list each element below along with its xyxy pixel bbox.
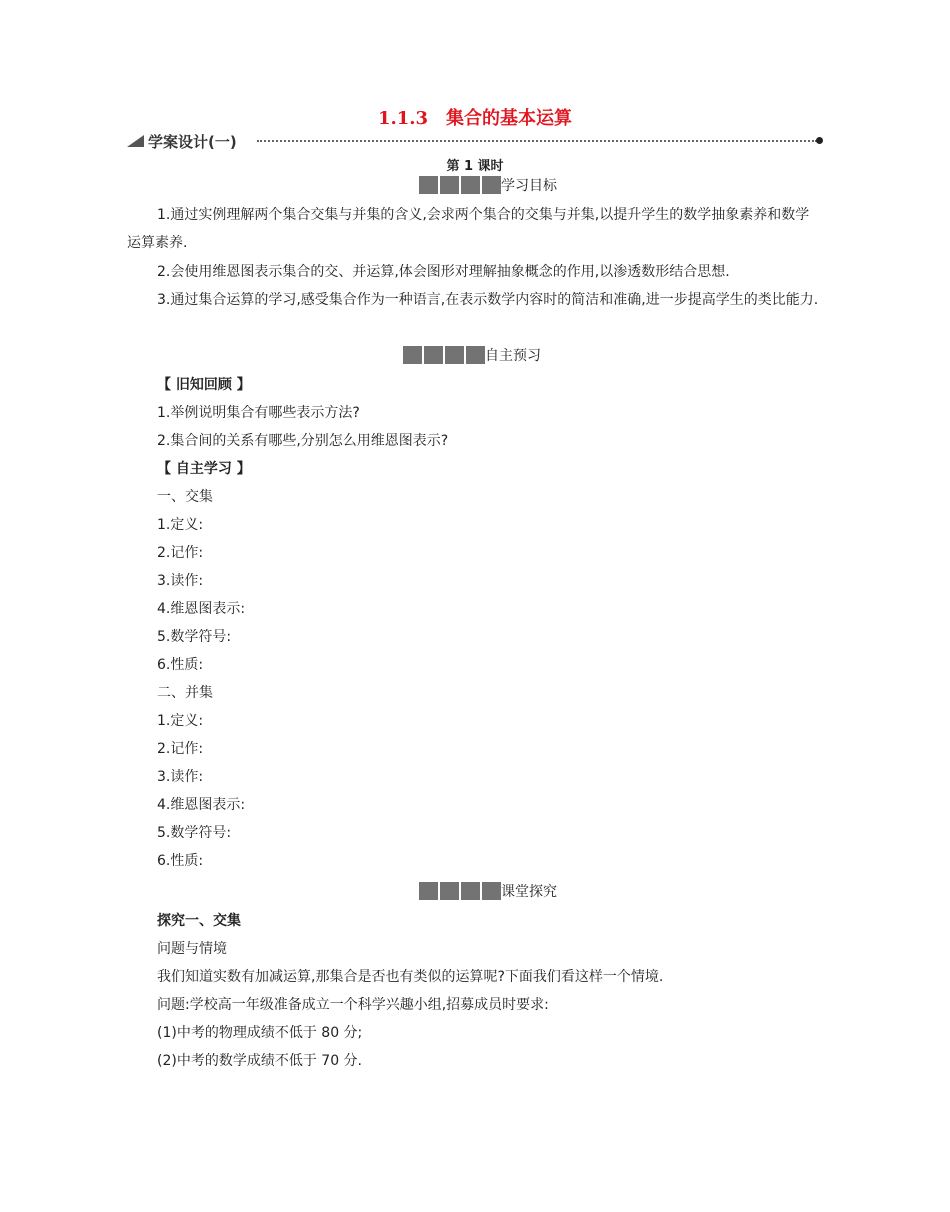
union-item: 4.维恩图表示: [157, 797, 246, 813]
objective-3: 3.通过集合运算的学习,感受集合作为一种语言,在表示数学内容时的简洁和准确,进一步提高学生的类比能力. [157, 292, 819, 308]
explore-line: (2)中考的数学成绩不低于 70 分. [157, 1053, 362, 1069]
triangle-marker-icon [127, 135, 144, 147]
header-blocks [403, 346, 485, 364]
design-label: 学案设计(一) [148, 133, 237, 151]
union-item: 3.读作: [157, 769, 204, 785]
section-title: 自主预习 [485, 348, 541, 364]
review-item: 2.集合间的关系有哪些,分别怎么用维恩图表示? [157, 433, 449, 449]
intersection-heading: 一、交集 [157, 489, 213, 505]
design-banner [127, 130, 823, 152]
explore-subheading: 问题与情境 [157, 941, 227, 957]
objective-2: 2.会使用维恩图表示集合的交、并运算,体会图形对理解抽象概念的作用,以渗透数形结合思想. [157, 264, 730, 280]
dotted-rule [257, 140, 817, 142]
explore-line: 问题:学校高一年级准备成立一个科学兴趣小组,招募成员时要求: [157, 997, 549, 1013]
section-title: 学习目标 [501, 178, 557, 194]
explore-line: (1)中考的物理成绩不低于 80 分; [157, 1025, 363, 1041]
union-item: 2.记作: [157, 741, 204, 757]
header-blocks [419, 176, 501, 194]
explore-heading: 探究一、交集 [157, 913, 241, 929]
union-heading: 二、并集 [157, 685, 213, 701]
intersection-item: 3.读作: [157, 573, 204, 589]
document-title: 1.1.3 集合的基本运算 [377, 108, 573, 129]
header-blocks [419, 882, 501, 900]
intersection-item: 6.性质: [157, 657, 204, 673]
rule-end-dot-icon [816, 137, 823, 144]
intersection-item: 2.记作: [157, 545, 204, 561]
union-item: 5.数学符号: [157, 825, 232, 841]
objective-1: 1.通过实例理解两个集合交集与并集的含义,会求两个集合的交集与并集,以提升学生的数学抽象素养和数学运算素养. [127, 207, 810, 251]
explore-line: 我们知道实数有加减运算,那集合是否也有类似的运算呢?下面我们看这样一个情境. [157, 969, 664, 985]
intersection-item: 5.数学符号: [157, 629, 232, 645]
review-heading: 【 旧知回顾 】 [157, 377, 251, 393]
lesson-number: 第 1 课时 [446, 159, 504, 174]
review-item: 1.举例说明集合有哪些表示方法? [157, 405, 360, 421]
section-header-explore [419, 881, 557, 901]
intersection-item: 4.维恩图表示: [157, 601, 246, 617]
section-title: 课堂探究 [501, 884, 557, 900]
intersection-item: 1.定义: [157, 517, 204, 533]
section-header-preview [403, 345, 541, 365]
union-item: 6.性质: [157, 853, 204, 869]
self-study-heading: 【 自主学习 】 [157, 461, 251, 477]
section-header-objectives [419, 175, 557, 195]
union-item: 1.定义: [157, 713, 204, 729]
